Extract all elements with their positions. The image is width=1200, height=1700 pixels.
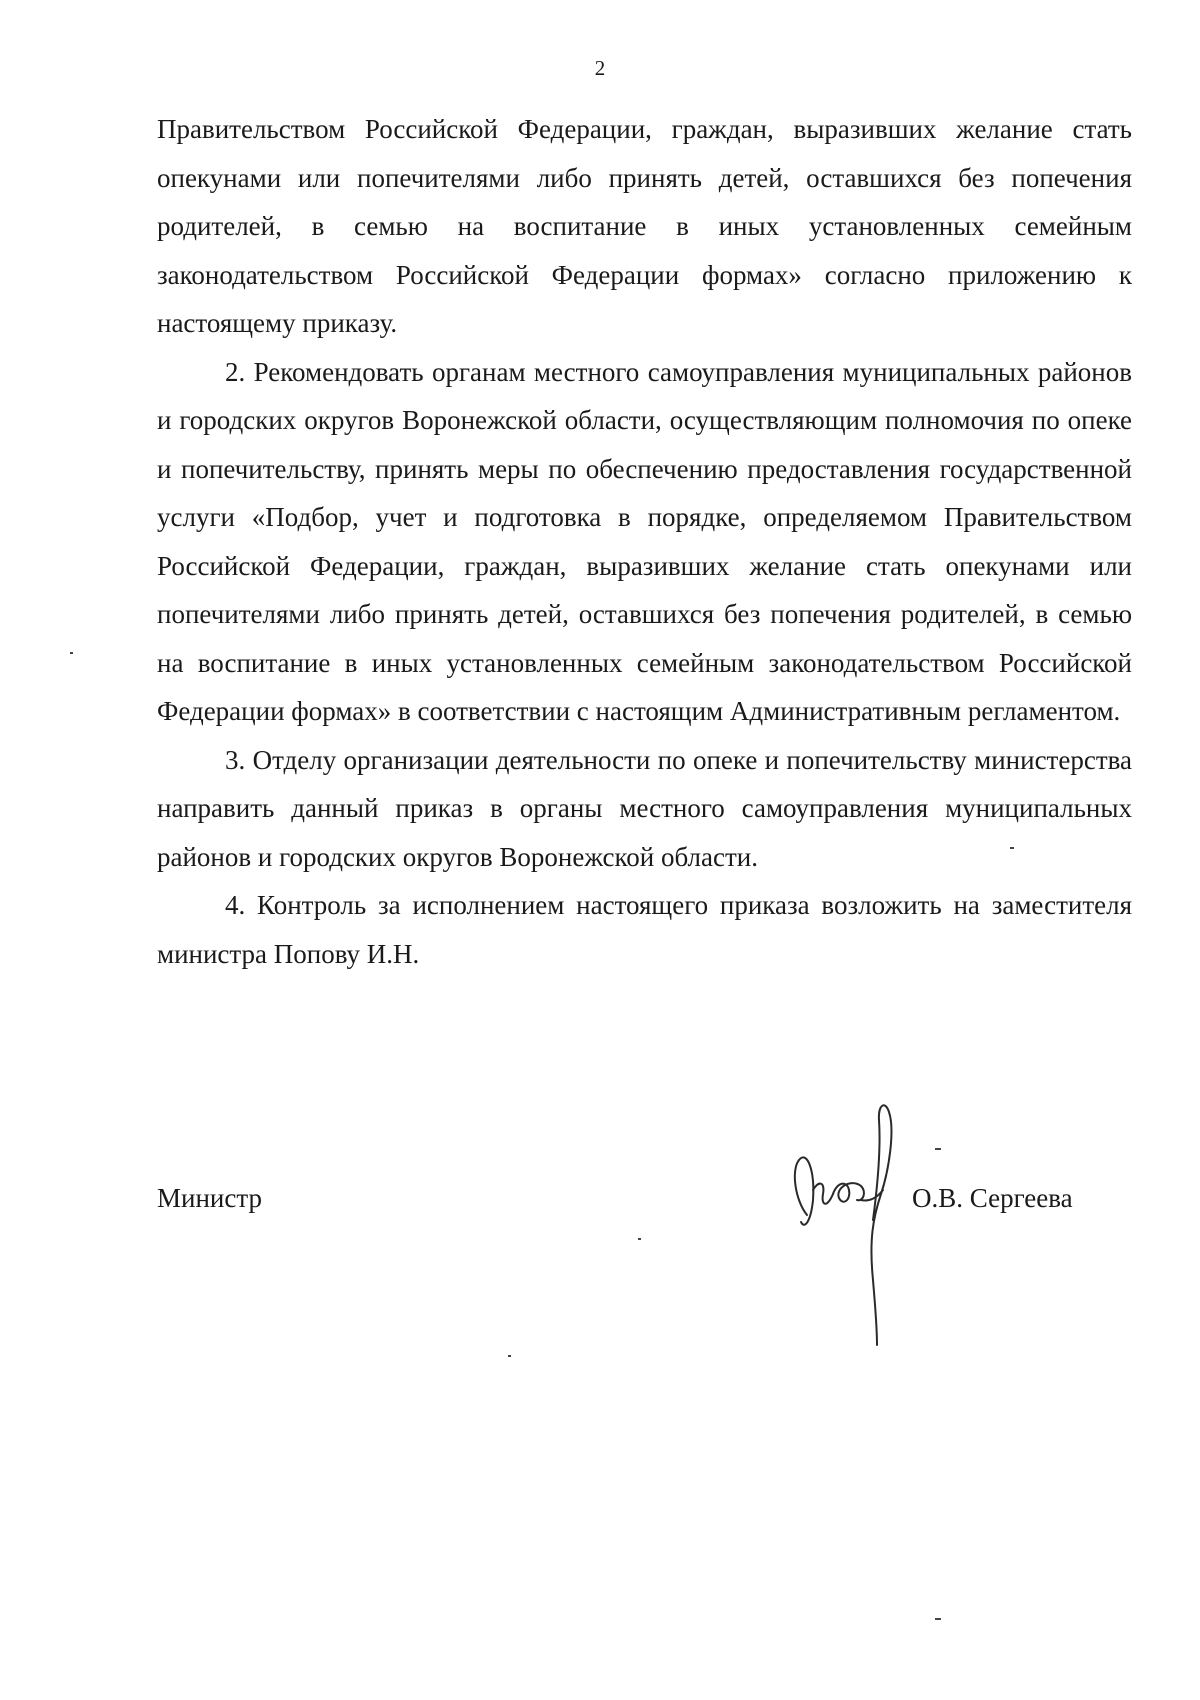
scan-artifact bbox=[1010, 847, 1014, 849]
paragraph-2: 2. Рекомендовать органам местного самоуправления муниципальных районов и городских округов Воронежской области, осуществляющим полномочия по опеке и попечительству, принять меры по обеспечению предоставления государственной услуги «Подбор, учет и подготовка в порядке, определяемом Правительством Российской Федерации, граждан, выразивших желание стать опекунами или попечителями либо принять детей, оставшихся без попечения родителей, в семью на воспитание в иных установленных семейным законодательством Российской Федерации формах» в соответствии с настоящим Административным регламентом. bbox=[157, 356, 1132, 726]
handwritten-signature bbox=[777, 1090, 917, 1350]
signer-position: Министр bbox=[157, 1183, 262, 1213]
scan-artifact bbox=[70, 652, 73, 654]
scan-artifact bbox=[935, 1148, 941, 1150]
document-body bbox=[157, 105, 1132, 978]
paragraph-4: 4. Контроль за исполнением настоящего приказа возложить на заместителя министра Попову И.Н. bbox=[157, 890, 1132, 969]
scan-artifact bbox=[508, 1355, 511, 1357]
paragraph-continuation: Правительством Российской Федерации, граждан, выразивших желание стать опекунами или попечителями либо принять детей, оставшихся без попечения родителей, в семью на воспитание в иных установленных семейным законодательством Российской Федерации формах» согласно приложению к настоящему приказу. bbox=[157, 114, 1132, 338]
paragraph-3: 3. Отделу организации деятельности по опеке и попечительству министерства направить данный приказ в органы местного самоуправления муниципальных районов и городских округов Воронежской области. bbox=[157, 744, 1132, 872]
signature-block bbox=[157, 1050, 1132, 1350]
scan-artifact bbox=[638, 1238, 641, 1240]
scan-artifact bbox=[935, 1618, 941, 1620]
signer-name: О.В. Сергеева bbox=[912, 1183, 1073, 1213]
page-number: 2 bbox=[594, 56, 606, 80]
